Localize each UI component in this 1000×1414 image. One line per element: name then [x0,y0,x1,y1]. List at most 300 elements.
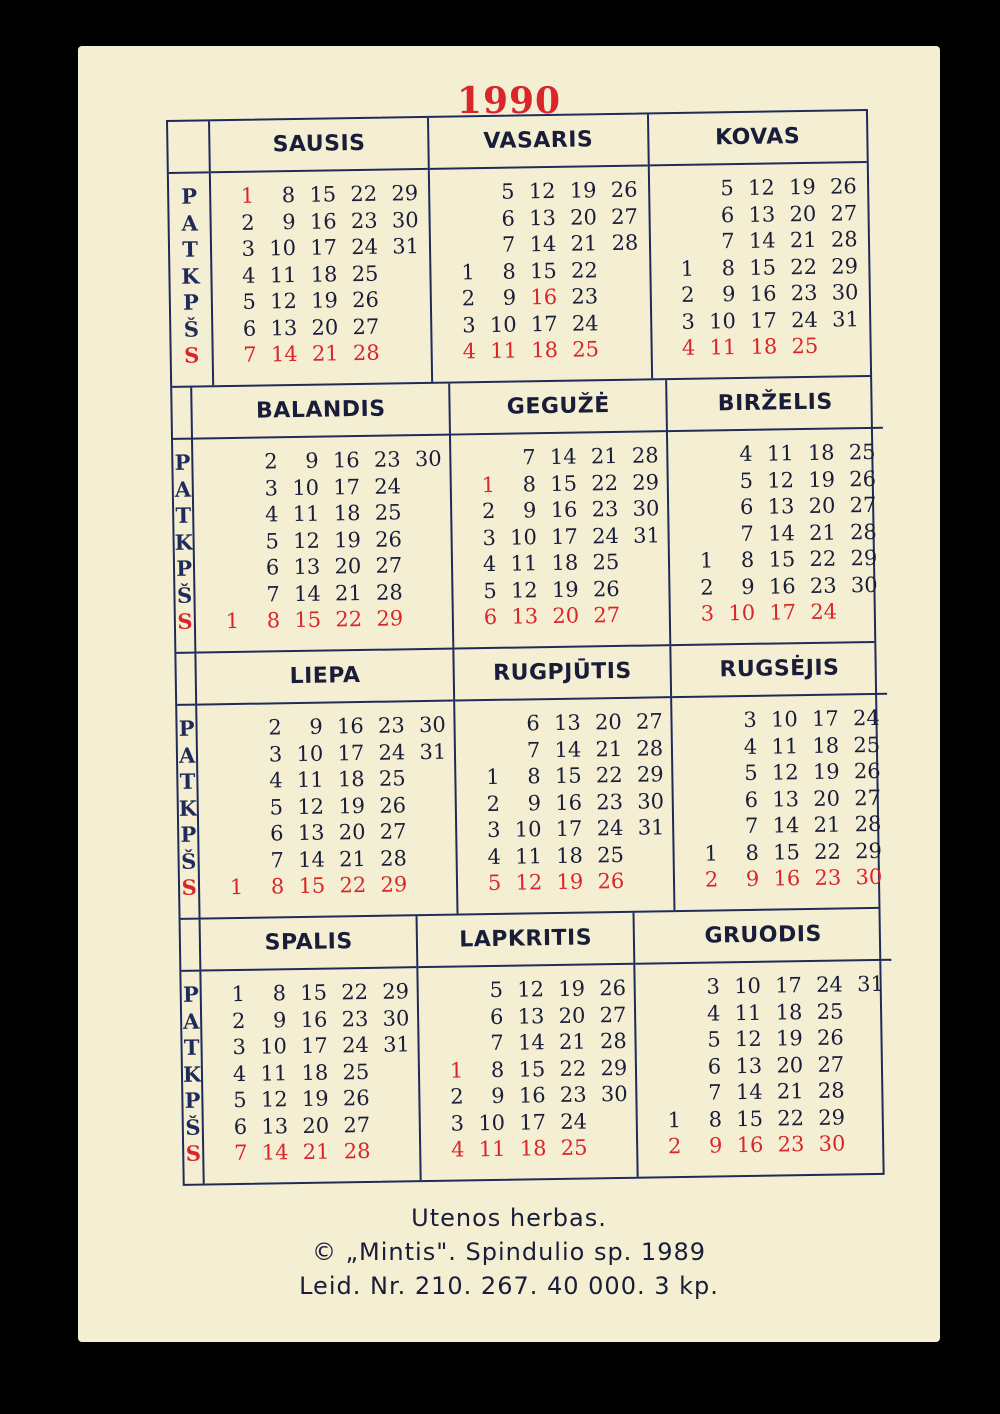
day-number: 2 [231,1008,246,1033]
month-name: SAUSIS [210,118,428,173]
day-number: 10 [514,817,542,842]
day-number: 13 [511,604,539,629]
day-number: 18 [812,733,840,758]
day-number: 9 [282,209,296,234]
day-number: 28 [611,230,639,256]
day-number: 7 [266,581,280,606]
weekday-letter: K [181,262,200,289]
day-number [628,601,669,628]
day-number [826,332,867,359]
day-number: 24 [351,234,379,260]
day-number: 2 [680,282,695,307]
day-number: 25 [848,439,876,465]
day-number: 25 [560,1135,588,1160]
day-number: 15 [554,763,582,788]
day-number: 4 [241,263,256,288]
day-number: 18 [775,999,803,1025]
month-block [649,111,870,378]
day-number: 27 [379,819,407,844]
day-number: 12 [747,175,775,200]
week-column [625,442,669,635]
quarter-row [168,111,870,388]
day-number [660,202,701,229]
day-number [415,871,456,898]
week-column [522,178,566,371]
day-number: 24 [810,599,838,624]
day-number [461,445,502,472]
day-number: 2 [481,498,496,524]
day-number: 4 [482,551,497,577]
day-number: 4 [706,1000,721,1026]
day-number: 21 [311,341,339,366]
day-number: 6 [744,787,759,812]
day-number: 5 [707,1027,721,1052]
weekday-letter: S [181,874,197,900]
day-number: 25 [791,333,819,359]
calendar-card [78,46,940,1342]
week-column [507,710,551,903]
week-column [429,977,473,1170]
day-number [414,818,455,845]
day-number: 17 [337,740,365,765]
day-number: 24 [341,1032,370,1058]
day-number: 16 [749,281,777,306]
week-column [249,714,293,907]
week-column [589,709,633,902]
day-number: 14 [270,341,298,367]
day-number [679,494,720,521]
day-number: 18 [301,1060,329,1085]
day-number: 10 [728,600,756,626]
day-number: 12 [292,528,321,553]
week-column [203,449,247,642]
day-number [683,760,724,787]
day-number: 9 [491,1083,505,1109]
week-column [824,173,868,366]
day-number [410,552,451,579]
day-number [387,312,428,339]
day-number: 23 [559,1082,587,1107]
day-number: 10 [292,475,320,500]
day-number: 15 [518,1056,546,1082]
weekday-letter: S [177,608,193,634]
day-number: 1 [667,1107,682,1132]
day-number: 9 [305,448,319,473]
week-column [408,446,452,639]
day-number: 6 [233,1114,248,1139]
day-number [203,449,244,476]
day-number: 26 [592,576,620,601]
week-column [413,712,457,905]
day-number [683,734,724,761]
day-number: 1 [461,259,475,284]
day-number: 5 [500,179,515,204]
day-number: 13 [528,205,557,230]
day-number: 3 [268,741,283,766]
day-number: 19 [338,793,366,818]
calendar-grid [166,109,885,1186]
day-number [429,1004,470,1031]
week-column [552,975,596,1168]
day-number: 13 [261,1113,289,1139]
day-number [387,286,428,313]
day-number: 6 [739,494,754,520]
day-number: 15 [529,258,557,283]
day-number: 7 [708,1080,722,1105]
day-number: 12 [528,178,556,204]
day-number: 20 [594,709,622,735]
day-number: 8 [522,471,537,496]
month-block [667,377,886,644]
day-number: 20 [776,1052,804,1078]
day-number: 27 [610,204,639,229]
day-number: 18 [555,843,584,868]
day-number: 10 [269,235,297,261]
weekday-letter: Š [185,1114,201,1140]
day-number [647,1053,688,1080]
day-number [409,472,450,499]
day-number: 26 [374,526,403,552]
day-number: 1 [481,472,496,497]
day-number: 20 [558,1003,586,1028]
week-column [481,178,525,371]
day-number: 12 [269,288,298,314]
week-column [466,711,510,904]
day-number: 29 [818,1104,846,1130]
day-number: 23 [341,1006,369,1031]
day-number: 17 [749,307,778,333]
day-number [209,821,250,848]
weekday-letter: S [185,1140,202,1166]
day-number: 16 [555,790,583,815]
day-number [660,176,701,203]
day-number: 23 [591,496,619,522]
day-number: 27 [635,709,663,734]
day-number [606,309,647,336]
day-number [606,282,647,309]
week-column [253,980,297,1173]
week-column [801,439,845,632]
weekday-letter: A [181,210,198,236]
day-number: 11 [771,733,799,759]
weekday-letter: T [183,1034,200,1060]
day-number: 22 [559,1056,587,1081]
day-number: 18 [807,440,835,465]
day-number: 10 [509,524,538,550]
week-column [511,976,555,1169]
month-block [197,650,459,918]
day-number: 13 [772,786,800,812]
footer-line-3: Leid. Nr. 210. 267. 40 000. 3 kp. [299,1272,719,1300]
day-number: 6 [707,1053,722,1079]
day-number: 19 [301,1086,329,1111]
day-number: 17 [555,816,583,841]
day-number: 26 [597,868,625,894]
day-number [595,1134,636,1161]
week-column [724,707,768,900]
day-number: 6 [489,1004,504,1029]
day-number: 17 [519,1109,547,1135]
day-number: 26 [599,975,627,1001]
day-number: 2 [486,791,501,816]
day-number [440,179,481,206]
day-number: 29 [632,469,660,495]
day-number: 14 [554,737,582,762]
day-number: 13 [767,494,795,519]
day-number: 27 [854,785,882,810]
quarter-row [172,377,878,654]
week-column [548,709,592,902]
day-number: 22 [335,606,363,632]
day-number: 29 [391,181,419,206]
day-number: 26 [829,174,857,199]
day-number: 10 [296,741,324,766]
month-block [672,643,891,910]
day-number: 18 [333,500,361,526]
day-number: 24 [560,1109,588,1134]
month-name: GRUODIS [635,909,892,965]
day-number: 16 [736,1132,764,1158]
day-number [851,997,892,1024]
week-column [367,446,411,639]
day-number: 12 [767,467,795,493]
day-number: 6 [501,206,516,231]
day-number: 5 [233,1087,247,1113]
day-number [411,605,452,632]
day-number: 14 [529,231,557,257]
day-number: 31 [632,522,661,548]
week-column [765,706,809,899]
week-column [701,175,745,368]
day-number: 21 [789,227,817,253]
day-number [378,1137,419,1164]
day-number: 4 [743,734,758,759]
day-number: 4 [462,339,477,364]
day-number: 14 [735,1079,763,1105]
year-title: 1990 [456,80,562,122]
day-number: 12 [510,577,538,603]
day-number: 15 [550,471,578,496]
day-number: 7 [721,229,735,254]
day-number: 3 [681,309,696,334]
day-number: 8 [708,1106,723,1132]
day-number: 27 [593,602,621,628]
day-number: 15 [736,1106,764,1131]
day-number [660,229,701,256]
day-number: 26 [610,177,638,203]
weekday-letter: T [175,502,192,528]
day-number: 9 [527,790,542,815]
day-number: 29 [854,838,883,863]
day-number: 4 [264,502,279,527]
day-number: 9 [522,498,537,523]
day-number [647,1027,688,1054]
day-number: 21 [558,1029,586,1054]
day-number: 19 [556,869,584,894]
day-number: 26 [816,1025,844,1050]
day-number: 1 [231,981,246,1007]
weekday-letter: K [174,529,194,555]
day-number: 2 [450,1084,464,1109]
day-number [684,813,725,840]
day-number [441,206,482,233]
day-number [206,581,247,608]
day-number [210,847,251,874]
day-number [205,555,246,582]
day-number: 3 [264,475,279,500]
day-number [607,335,648,362]
day-number [441,232,482,259]
day-number: 28 [854,811,882,837]
day-number: 8 [266,608,281,633]
day-number: 21 [570,231,598,256]
day-number: 21 [813,812,841,837]
week-column [742,174,786,367]
footer-line-2: © „Mintis". Spindulio sp. 1989 [311,1238,707,1266]
week-column [331,713,375,906]
weekday-letter: Š [180,848,197,874]
day-number: 8 [740,547,755,573]
day-number [646,1000,687,1027]
day-number: 9 [502,285,517,310]
day-number: 1 [699,548,714,573]
day-number [208,741,249,768]
day-number: 13 [270,315,298,340]
day-number: 31 [637,815,665,840]
month-name: VASARIS [429,114,647,169]
day-number: 2 [667,1134,682,1159]
day-number: 16 [332,448,360,473]
day-number: 28 [849,519,878,544]
day-number: 14 [297,847,326,872]
day-number: 26 [853,758,881,784]
day-number: 21 [595,736,623,761]
week-column [326,447,370,640]
day-number: 16 [530,284,558,310]
weekday-letter: P [182,289,199,315]
day-number: 8 [745,840,760,865]
day-number: 6 [269,821,284,846]
day-number: 16 [300,1007,328,1032]
day-number: 22 [790,254,818,279]
day-number: 22 [595,762,623,788]
day-number: 12 [297,794,325,819]
day-number: 10 [259,1034,288,1059]
day-number: 5 [489,977,504,1003]
day-number: 7 [270,847,285,872]
weekday-letter: Š [176,582,193,608]
day-number: 26 [849,466,877,491]
week-column [630,708,674,901]
day-number [853,1130,894,1157]
day-number: 15 [300,980,328,1005]
day-number: 20 [552,603,580,628]
week-column [660,176,704,369]
day-number: 30 [600,1081,628,1107]
day-number: 17 [300,1033,329,1058]
day-number: 16 [550,497,578,523]
day-number [606,256,647,283]
day-number: 18 [551,550,579,575]
day-number: 21 [338,846,367,871]
day-number: 28 [375,579,403,605]
day-number: 4 [739,441,753,467]
day-number: 10 [478,1110,506,1135]
day-number: 19 [812,759,840,784]
quarter-row [176,643,883,920]
day-number: 24 [591,523,620,548]
day-number: 13 [517,1003,545,1029]
day-number [595,1107,636,1134]
day-number: 15 [309,182,337,207]
day-number: 14 [748,228,776,253]
week-column [385,180,429,373]
day-number: 9 [272,1007,287,1032]
week-column [604,176,648,369]
month-name: RUGPJŪTIS [455,646,671,701]
week-column [687,973,731,1166]
week-column [335,979,379,1172]
day-number: 5 [242,289,257,314]
day-number: 3 [700,601,715,626]
day-number: 16 [518,1083,546,1108]
day-number: 25 [592,549,620,575]
day-number: 5 [744,760,758,785]
day-number: 6 [265,555,280,580]
month-name: KOVAS [649,111,867,166]
day-number: 28 [830,227,858,252]
day-number: 17 [550,524,579,549]
day-number: 7 [740,521,755,546]
day-number: 18 [519,1136,547,1161]
day-number: 24 [816,972,844,997]
day-number: 12 [517,977,545,1002]
day-number: 2 [241,210,255,235]
day-number [410,525,451,552]
day-number: 28 [636,735,664,761]
day-number: 14 [767,520,796,546]
day-number: 9 [745,866,760,891]
day-number: 24 [571,310,599,336]
day-number: 17 [333,474,361,499]
week-column [769,972,813,1165]
day-number: 23 [777,1132,805,1157]
day-number [627,575,668,602]
week-column [440,179,484,372]
day-number: 27 [849,492,877,518]
week-column [376,978,420,1171]
week-column [543,443,587,636]
week-column [285,448,329,641]
day-number: 29 [382,979,410,1004]
day-number: 5 [265,528,280,553]
day-number [647,1080,688,1107]
day-number: 25 [351,261,379,286]
day-number: 22 [777,1105,805,1131]
weekday-letter: P [174,449,191,475]
day-number: 25 [816,998,844,1024]
day-number: 10 [770,707,798,732]
day-number: 25 [374,500,402,525]
day-number: 13 [297,820,325,846]
day-number: 11 [766,441,794,466]
week-column [760,440,804,633]
day-number [204,475,245,502]
week-column [678,441,722,634]
month-name: LAPKRITIS [418,913,634,968]
weekday-letter: P [178,715,195,741]
day-number: 16 [309,208,337,234]
